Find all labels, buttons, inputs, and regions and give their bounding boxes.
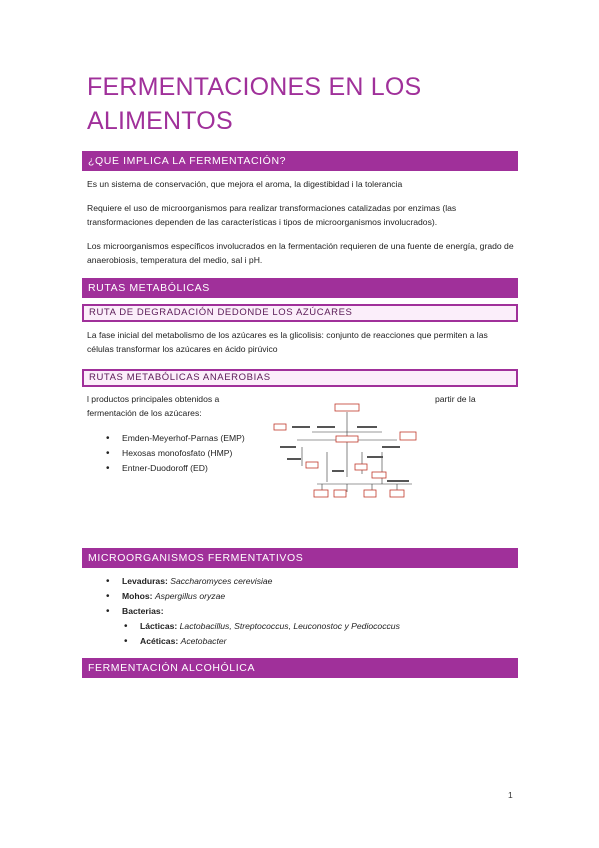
item-label: Lácticas: xyxy=(140,621,178,631)
item-label: Bacterias: xyxy=(122,606,164,616)
section-heading-microorganisms: MICROORGANISMOS FERMENTATIVOS xyxy=(82,548,518,568)
item-value: Aspergillus oryzae xyxy=(154,591,226,601)
bacteria-sublist xyxy=(124,619,400,649)
microorganisms-list xyxy=(106,574,272,619)
list-item xyxy=(124,634,400,649)
page-title: FERMENTACIONES EN LOS ALIMENTOS xyxy=(87,73,422,135)
item-label: Acéticas: xyxy=(140,636,179,646)
list-item xyxy=(106,589,272,604)
item-label: Mohos: xyxy=(122,591,153,601)
subheading-anaerobic-routes: RUTAS METABÓLICAS ANAEROBIAS xyxy=(82,369,518,387)
list-item: • Entner-Duodoroff (ED) xyxy=(106,461,245,476)
section-heading-metabolic-routes: RUTAS METABÓLICAS xyxy=(82,278,518,298)
paragraph-microorganisms: Requiere el uso de microorganismos para realizar transformaciones catalizadas por enzimas (las transformaciones dependen de las características i tipos de microorganismos involucrados). xyxy=(87,203,457,227)
item-value: Acetobacter xyxy=(180,636,227,646)
paragraph-products-line2: fermentación de los azúcares: xyxy=(87,408,202,418)
subheading-sugar-degradation: RUTA DE DEGRADACIÓN DEDONDE LOS AZÚCARES xyxy=(82,304,518,322)
list-item xyxy=(106,574,272,589)
list-item: • Emden-Meyerhof-Parnas (EMP) xyxy=(106,431,245,446)
item-label: Levaduras: xyxy=(122,576,168,586)
metabolic-pathway-diagram xyxy=(272,402,422,500)
list-item xyxy=(124,619,400,634)
pathways-list xyxy=(106,431,245,476)
list-item xyxy=(106,604,272,619)
paragraph-glycolysis: La fase inicial del metabolismo de los azúcares es la glicolisis: conjunto de reacciones que permiten a las células transformar los azúcares en ácido pirúvico xyxy=(87,330,488,354)
paragraph-products-right: partir de la xyxy=(435,394,476,404)
paragraph-conservation: Es un sistema de conservación, que mejora el aroma, la digestibidad i la tolerancia xyxy=(87,179,403,189)
item-value: Saccharomyces cerevisiae xyxy=(170,576,273,586)
section-heading-alcoholic-fermentation: FERMENTACIÓN ALCOHÓLICA xyxy=(82,658,518,678)
section-heading-fermentation: ¿QUE IMPLICA LA FERMENTACIÓN? xyxy=(82,151,518,171)
paragraph-products-left: l productos principales obtenidos a xyxy=(87,394,220,404)
list-item: • Hexosas monofosfato (HMP) xyxy=(106,446,245,461)
item-value: Lactobacillus, Streptococcus, Leuconostoc y Pediococcus xyxy=(179,621,400,631)
paragraph-requirements: Los microorganismos específicos involucrados en la fermentación requieren de una fuente de energía, grado de anaerobiosis, temperatura del medio, sal i pH. xyxy=(87,241,514,265)
page-number: 1 xyxy=(508,790,513,800)
